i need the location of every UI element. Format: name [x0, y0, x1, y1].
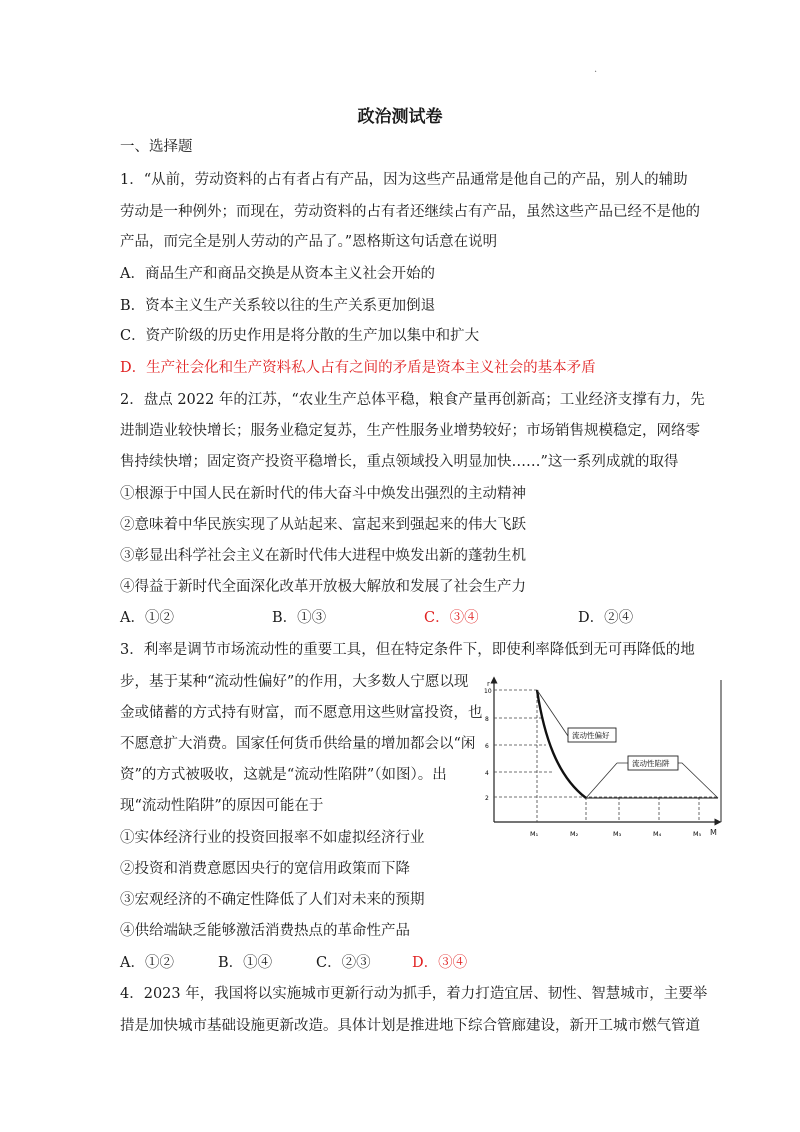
q2-item: ④得益于新时代全面深化改革开放极大解放和发展了社会生产力 [120, 579, 526, 595]
y-tick-label: 4 [485, 770, 489, 777]
y-tick-label: 8 [485, 716, 489, 723]
q2-stem-line: 售持续快增；固定资产投资平稳增长，重点领域投入明显加快……”这一系列成就的取得 [120, 454, 679, 470]
callout-pointer [586, 763, 617, 798]
q3-item: ③宏观经济的不确定性降低了人们对未来的预期 [120, 892, 425, 908]
q3-stem-line: 3．利率是调节市场流动性的重要工具，但在特定条件下，即使利率降低到无可再降低的地 [120, 642, 695, 658]
q3-stem-line: 不愿意扩大消费。国家任何货币供给量的增加都会以“闲 [120, 736, 476, 752]
x-tick-label: M₅ [693, 830, 702, 838]
q2-item: ②意味着中华民族实现了从站起来、富起来到强起来的伟大飞跃 [120, 517, 526, 533]
q4-stem-line: 4．2023 年，我国将以实施城市更新行动为抓手，着力打造宜居、韧性、智慧城市，主要举 [120, 986, 708, 1002]
q2-option-d: D．②④ [578, 610, 634, 626]
y-tick-label: 10 [484, 688, 492, 695]
y-axis-label: r [487, 680, 490, 688]
liquidity-preference-curve [537, 690, 586, 798]
q1-stem-line: 劳动是一种例外；而现在，劳动资料的占有者还继续占有产品，虽然这些产品已经不是他的 [120, 204, 700, 220]
q3-item: ②投资和消费意愿因央行的宽信用政策而下降 [120, 861, 410, 877]
q1-option-d-answer: D．生产社会化和生产资料私人占有之间的矛盾是资本主义社会的基本矛盾 [120, 360, 596, 376]
guide-lines [494, 690, 718, 822]
q3-stem-line: 步，基于某种“流动性偏好”的作用，大多数人宁愿以现 [120, 674, 469, 690]
q2-option-a: A．①② [120, 610, 174, 626]
q3-item: ④供给端缺乏能够激活消费热点的革命性产品 [120, 923, 410, 939]
q2-option-c-answer: C．③④ [424, 610, 479, 626]
q3-stem-line: 资”的方式被吸收，这就是“流动性陷阱”（如图）。出 [120, 767, 447, 783]
q2-option-b: B．①③ [272, 610, 327, 626]
liquidity-trap-graph [482, 676, 726, 846]
liquidity-trap-label: 流动性陷阱 [632, 759, 670, 768]
q2-item: ③彰显出科学社会主义在新时代伟大进程中焕发出新的蓬勃生机 [120, 548, 526, 564]
x-tick-label: M₁ [530, 830, 539, 838]
q3-stem-line: 金或储蓄的方式持有财富，而不愿意用这些财富投资，也 [120, 705, 483, 721]
x-axis-label: M [710, 828, 717, 837]
y-tick-label: 6 [485, 743, 489, 750]
q1-stem-line: 产品，而完全是别人劳动的产品了。”恩格斯这句话意在说明 [120, 234, 498, 250]
q1-option-c: C．资产阶级的历史作用是将分散的生产加以集中和扩大 [120, 328, 480, 344]
x-tick-label: M₂ [570, 830, 579, 838]
q3-option-a: A．①② [120, 955, 174, 971]
q2-stem-line: 进制造业较快增长；服务业稳定复苏，生产性服务业增势较好；市场销售规模稳定，网络零 [120, 423, 700, 439]
header-mark: . [594, 64, 598, 75]
q3-stem-line: 现“流动性陷阱”的原因可能在于 [120, 798, 324, 814]
q1-option-b: B．资本主义生产关系较以往的生产关系更加倒退 [120, 298, 436, 314]
q4-stem-line: 措是加快城市基础设施更新改造。具体计划是推进地下综合管廊建设，新开工城市燃气管道 [120, 1018, 700, 1034]
q3-item: ①实体经济行业的投资回报率不如虚拟经济行业 [120, 830, 425, 846]
y-tick-label: 2 [485, 795, 489, 802]
q1-stem-line: 1．“从前，劳动资料的占有者占有产品，因为这些产品通常是他自己的产品，别人的辅助 [120, 172, 688, 188]
q1-option-a: A．商品生产和商品交换是从资本主义社会开始的 [120, 266, 435, 282]
section-heading: 一、选择题 [120, 139, 193, 155]
liquidity-preference-label: 流动性偏好 [572, 731, 610, 740]
q3-option-b: B．①④ [218, 955, 273, 971]
q3-option-c: C．②③ [316, 955, 371, 971]
x-tick-label: M₃ [613, 830, 622, 838]
q2-item: ①根源于中国人民在新时代的伟大奋斗中焕发出强烈的主动精神 [120, 486, 526, 502]
page-title: 政治测试卷 [357, 107, 443, 127]
q3-option-d-answer: D．③④ [412, 955, 468, 971]
q2-stem-line: 2．盘点 2022 年的江苏，“农业生产总体平稳，粮食产量再创新高；工业经济支撑有力，先 [120, 392, 705, 408]
x-tick-label: M₄ [653, 830, 662, 838]
